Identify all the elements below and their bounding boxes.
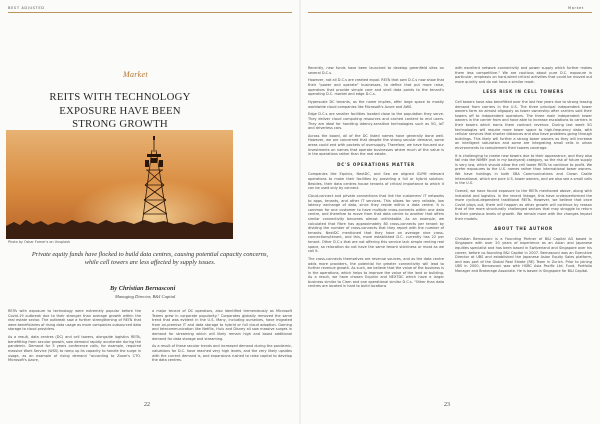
- right-page: [300, 0, 600, 424]
- author-byline: By Christian Bernasconi: [110, 285, 176, 292]
- paragraph: As a result of these secular trends and increased demand during the pandemic, valuations for D.C. have reached very high levels, and the very likely upsides with the current demand is, and expansions rushed to raise capital to develop the data centres.: [152, 344, 292, 363]
- running-head-right: Market: [568, 6, 584, 10]
- author-role: Managing Director, B&I Capital: [115, 294, 176, 299]
- paragraph: Cell towers have also benefitted over the last few years due to strong leasing demand from carriers in the U.S. The three principal independent tower owners form an almost oligopoly as tower ownership after carriers sold their towers off to independent operators. The three main independent tower owners in the carrier from and have able to increase escalations to carriers in their towers which earns them contract revenue. During last week 5G technologies will require more tower space to high-frequency data, with cellular services that shorter distances and also have problems going through buildings. This likely will further a strong tower owners as they will increase an intelligent saturation and some are integrating small cells in urban environments to complement their towers coverage.: [455, 99, 592, 150]
- hero-photo: [6, 130, 233, 239]
- paragraph: with excellent network connectivity and power supply which further makes them less competitive." We are cautious about pure D.C. exposure in particular, emphasis on hard-wired critical activities that could be moved out more quickly and do not have a similar moat.: [455, 66, 592, 84]
- paragraph: The cross-connects themselves are revenue sources, and as the data centre adds more providers, the potential for greater connectivity will lead to further revenue growth. As such, we believe that the value of the business is in the operations, which helps to improve the value of the land or building. As a result, we have chosen Equinix and NEXTDC which have a larger business similar to Ciarn and one operational similar D.C.s. "Other than data centres are located in hard to build locations: [308, 256, 444, 289]
- page-number-right: 23: [444, 402, 450, 408]
- section-label: Market: [123, 70, 148, 79]
- header-rule-left: [8, 12, 292, 13]
- paragraph: Recently, new funds have been launched to develop greenfield sites on several D.C.s.: [308, 66, 444, 75]
- paragraph: Hyperscale DC tenants, as the name implies, offer large space to mostly worldwide cloud companies like Microsoft's Azure and AWS.: [308, 99, 444, 109]
- right-column-2: [455, 66, 592, 277]
- paragraph: It is challenging to create new towers due to their appearance, and they also fall into the NIMBY (not in my backyard) category, so the risk of future supply is very low, which should allow the cell tower REITs to continue to profit. We prefer exposures to the U.S. names rather than international tower owners. We have holdings in both SBA Communications and Crown Castle International, which are pure U.S. tower owners, and we also see a small cells in the U.S.: [455, 153, 592, 186]
- tower-sunset-image: [6, 130, 233, 239]
- page-number-left: 22: [144, 402, 150, 408]
- left-column-1: [8, 309, 141, 366]
- paragraph: Christian Bernasconi is a Founding Partner of B&I Capital AG based in Singapore with over 20 years of experience as an Asian and Japanese equities specialist and has been based in Switzerland and Singapore over his career, before co-founding B&I Capital in 2007. Bernasconi was an Executive Director at UBS and established the Japanese Asian Equity Sales platform, and was part of the Global Real Estate (RE) Team in Zurich. Prior to joining UBS in 2000, Bernasconi was with HSBC Asia Pacific Ltd. Fund, Portfolio Manager and Brokerage Associate. He is based in Singapore for B&I Capital.: [455, 236, 592, 273]
- paragraph: Companies like Equinix, NextDC, and Sea we aligned GLPM relevant operations to make their facilities by providing a full or hybrid solution. Besides, their data centres house tenants of critical importance to which it can be used only by connect.: [308, 172, 444, 191]
- header-rule-right: [308, 12, 592, 13]
- paragraph: However, not all D.C.s are created equal. REITs that own D.C.s now show that their "power and operate" businesses, to define that put more raise, operators that provide simple core and shell data points to the tenant's operating D.C. market and edge D.C.s.: [308, 78, 444, 97]
- paragraph: Cloud-connect and private connections that link the customers' IT networks to apps, tenants, and other IT services. This allows for very reliable, low latency exchange of data, since they reside within a data centre. It is common for one customer to have multiple cross-connects within one data centre, and therefore to move from that data centre to another that offers similar connectivity becomes almost unthinkable. As an example, we calculated that Fibre has approximately 80 cross-connects per tenant by dividing the number of cross-connects that they report with the number of tenants. NextDC mentioned that they have on average nine cross-connections/tenant, and this, more established D.C. currently has 22 per tenant. Other D.C.s that are not offering this service lack simple renting real space, so relocation do not have the same tenant stickiness or moat as we call it.: [308, 194, 444, 254]
- running-head-left: BEST ADJUSTED: [8, 6, 45, 10]
- article-headline: REITS WITH TECHNOLOGY EXPOSURE HAVE BEEN STRONG GROWTH: [49, 91, 191, 131]
- photo-credit: Photo by Oskar Fomer's on Unsplash: [8, 240, 71, 244]
- paragraph: a major tenant of DC operators, also identified tremendously as Microsoft Teams grew in corporate popularity." Corporates globally removed the same trend that was evident in the U.S. Many, including ourselves, have migrated from on-premise IT and data storage to hybrid or full cloud adoption. Gaming and telecommunication like Netflix, Hulu and Disney all saw massive surges in demand for streaming which will likely remain high and boost additional demand for data storage and streaming.: [152, 309, 292, 341]
- subheading: DC'S OPERATIONS MATTER: [337, 161, 415, 167]
- paragraph: Overall, we have found exposure to the REITs mentioned above, along with industrial and logistics. In the recent linkage, this have underperformed the more cyclical-dependent traditional REITs. However, we believe that once Covid plays out, there will happen as other growth will continue by reason that of the more structurally challenged sectors that may struggle to return to their previous levels of growth. We remain more with the changes impact their models.: [455, 189, 592, 221]
- article-standfirst: Private equity funds have flocked to build data centres, causing potential capacity concerns, while cell towers are less affected by supply issues.: [31, 251, 269, 267]
- subheading: ABOUT THE AUTHOR: [494, 226, 553, 232]
- left-column-2: [152, 309, 292, 366]
- paragraph: Across the board, all of the DC listed names have generally done well. However, we are concerned that despite the strong secular demand, some areas could end with pockets of oversupply. Therefore, we have focused our investments on names that operate businesses where much of the value is in the operations rather than the real estate.: [308, 133, 444, 157]
- paragraph: As a result, data centres (DC) and cell towers, alongside logistics REITs, benefitting from secular growth, saw demand rapidly accelerate during the pandemic. Demand for 5 years conference calls, for example, required massive Work Service (WSS) to ramp up its capacity to handle the surge in usage, as an example of rising demand "according to Zoom's CTO. Microsoft's Azure,: [8, 335, 141, 363]
- paragraph: REITs with exposure to technology were extremely popular before the Covid-19 outbreak due to their stronger than average growth within the real estate sector. The outbreak saw a further strengthening of REITs that were beneficiaries of rising data usage as more companies outsourced data storage to cloud providers.: [8, 309, 142, 332]
- paragraph: Edge D.C.s are smaller facilities located close to the population they serve. They deliver cloud computing resources and cached content to end users. They are ideal for handling latency-sensitive technologies such as 5G, IoT and driverless cars.: [308, 112, 444, 131]
- right-column-1: [308, 66, 444, 292]
- subheading: LESS RISK IN CELL TOWERS: [482, 89, 565, 95]
